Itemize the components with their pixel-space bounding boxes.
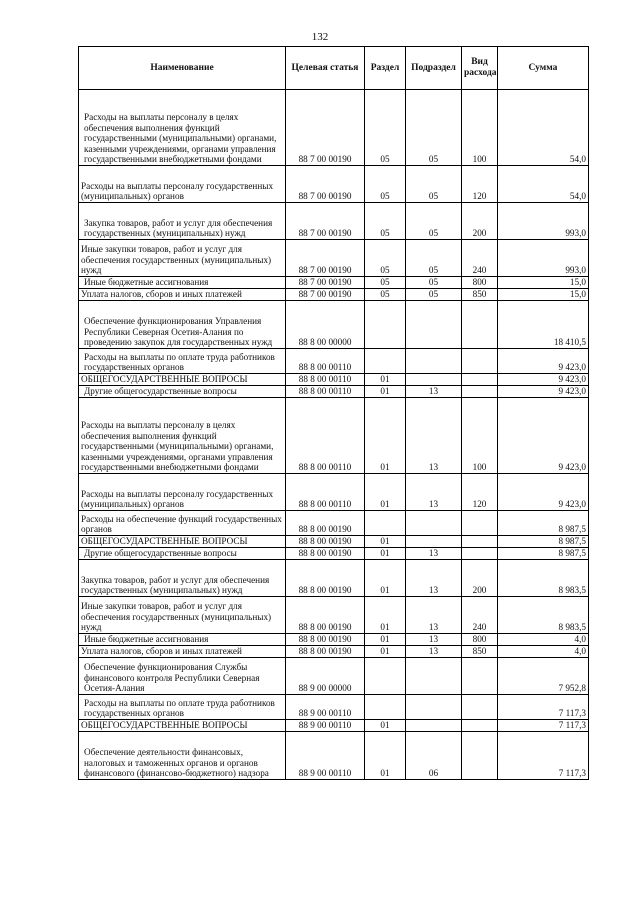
cell-sum: 8 987,5: [498, 511, 589, 536]
cell-sum: 7 117,3: [498, 732, 589, 780]
cell-vid: 100: [462, 398, 498, 474]
table-row: [79, 560, 589, 597]
cell-name: Другие общегосударственные вопросы: [79, 386, 286, 398]
cell-section: 05: [365, 277, 406, 289]
header-section: Раздел: [365, 47, 406, 90]
table-header: [79, 47, 589, 90]
table-row: [79, 695, 589, 720]
cell-vid: [462, 658, 498, 695]
cell-sum: 9 423,0: [498, 386, 589, 398]
header-code: Целевая статья: [286, 47, 365, 90]
cell-section: 01: [365, 374, 406, 386]
cell-sum: 8 983,5: [498, 560, 589, 597]
cell-vid: 200: [462, 203, 498, 240]
header-name: Наименование: [79, 47, 286, 90]
table-row: [79, 658, 589, 695]
table-row: [79, 634, 589, 646]
cell-code: 88 9 00 00110: [286, 695, 365, 720]
cell-vid: 120: [462, 166, 498, 203]
cell-subsection: 13: [406, 386, 462, 398]
header-subsection: Подраздел: [406, 47, 462, 90]
table-row: [79, 90, 589, 166]
cell-sum: 8 983,5: [498, 597, 589, 634]
cell-code: 88 8 00 00190: [286, 511, 365, 536]
table-row: [79, 349, 589, 374]
cell-code: 88 8 00 00110: [286, 349, 365, 374]
cell-vid: [462, 386, 498, 398]
table-row: [79, 301, 589, 349]
cell-subsection: 05: [406, 277, 462, 289]
cell-section: 05: [365, 203, 406, 240]
table-row: [79, 289, 589, 301]
cell-name: Расходы на выплаты по оплате труда работников государственных органов: [79, 349, 286, 374]
cell-subsection: 13: [406, 597, 462, 634]
cell-vid: 850: [462, 646, 498, 658]
cell-subsection: 05: [406, 166, 462, 203]
cell-subsection: [406, 301, 462, 349]
cell-name: Обеспечение функционирования Управления Республики Северная Осетия-Алания по проведению закупок для государственных нужд: [79, 301, 286, 349]
cell-name: Расходы на выплаты по оплате труда работников государственных органов: [79, 695, 286, 720]
cell-code: 88 8 00 00110: [286, 374, 365, 386]
table-row: [79, 240, 589, 277]
cell-name: Уплата налогов, сборов и иных платежей: [79, 289, 286, 301]
cell-subsection: 05: [406, 90, 462, 166]
cell-subsection: [406, 511, 462, 536]
cell-subsection: 13: [406, 474, 462, 511]
cell-section: [365, 511, 406, 536]
cell-code: 88 8 00 00190: [286, 597, 365, 634]
cell-vid: [462, 695, 498, 720]
cell-section: [365, 349, 406, 374]
cell-sum: 7 952,8: [498, 658, 589, 695]
cell-section: [365, 695, 406, 720]
cell-vid: [462, 536, 498, 548]
header-vid: Вид расхода: [462, 47, 498, 90]
cell-sum: 8 987,5: [498, 548, 589, 560]
cell-section: 01: [365, 732, 406, 780]
cell-section: 05: [365, 166, 406, 203]
cell-code: 88 7 00 00190: [286, 203, 365, 240]
cell-sum: 7 117,3: [498, 720, 589, 732]
cell-sum: 8 987,5: [498, 536, 589, 548]
cell-name: Закупка товаров, работ и услуг для обеспечения государственных (муниципальных) нужд: [79, 203, 286, 240]
cell-subsection: 06: [406, 732, 462, 780]
cell-vid: 240: [462, 597, 498, 634]
cell-code: 88 8 00 00190: [286, 634, 365, 646]
cell-sum: 15,0: [498, 289, 589, 301]
page-number: 132: [311, 31, 329, 43]
cell-vid: [462, 374, 498, 386]
cell-sum: 18 410,5: [498, 301, 589, 349]
cell-name: Обеспечение деятельности финансовых, налоговых и таможенных органов и органов финансового (финансово-бюджетного) надзора: [79, 732, 286, 780]
cell-subsection: [406, 695, 462, 720]
cell-section: [365, 301, 406, 349]
cell-section: [365, 658, 406, 695]
table-body: [79, 90, 589, 780]
table-row: [79, 386, 589, 398]
cell-vid: 200: [462, 560, 498, 597]
cell-name: ОБЩЕГОСУДАРСТВЕННЫЕ ВОПРОСЫ: [79, 374, 286, 386]
cell-vid: 100: [462, 90, 498, 166]
cell-sum: 9 423,0: [498, 349, 589, 374]
cell-subsection: [406, 536, 462, 548]
table-row: [79, 398, 589, 474]
cell-code: 88 7 00 00190: [286, 90, 365, 166]
table-row: [79, 597, 589, 634]
cell-code: 88 8 00 00110: [286, 474, 365, 511]
cell-name: Расходы на выплаты персоналу в целях обеспечения выполнения функций государственными (муниципальными) органами, казенными учреждениями, органами управления государственными внебюджетными фондами: [79, 398, 286, 474]
cell-code: 88 9 00 00000: [286, 658, 365, 695]
cell-code: 88 7 00 00190: [286, 166, 365, 203]
cell-vid: 120: [462, 474, 498, 511]
cell-sum: 54,0: [498, 166, 589, 203]
cell-name: Уплата налогов, сборов и иных платежей: [79, 646, 286, 658]
cell-section: 01: [365, 398, 406, 474]
cell-section: 01: [365, 548, 406, 560]
cell-code: 88 8 00 00000: [286, 301, 365, 349]
cell-subsection: 05: [406, 240, 462, 277]
cell-code: 88 7 00 00190: [286, 277, 365, 289]
budget-table: [78, 46, 589, 780]
table-row: [79, 374, 589, 386]
cell-section: 01: [365, 720, 406, 732]
cell-code: 88 8 00 00190: [286, 646, 365, 658]
cell-name: Иные закупки товаров, работ и услуг для обеспечения государственных (муниципальных) нужд: [79, 240, 286, 277]
cell-vid: [462, 511, 498, 536]
cell-subsection: 13: [406, 398, 462, 474]
cell-name: Расходы на выплаты персоналу государственных (муниципальных) органов: [79, 474, 286, 511]
cell-vid: 800: [462, 634, 498, 646]
cell-code: 88 8 00 00110: [286, 386, 365, 398]
table-row: [79, 277, 589, 289]
cell-section: 01: [365, 634, 406, 646]
cell-name: Расходы на обеспечение функций государственных органов: [79, 511, 286, 536]
cell-code: 88 8 00 00110: [286, 398, 365, 474]
cell-sum: 54,0: [498, 90, 589, 166]
cell-vid: [462, 732, 498, 780]
cell-code: 88 9 00 00110: [286, 720, 365, 732]
cell-code: 88 7 00 00190: [286, 240, 365, 277]
cell-vid: [462, 349, 498, 374]
cell-name: Закупка товаров, работ и услуг для обеспечения государственных (муниципальных) нужд: [79, 560, 286, 597]
cell-sum: 7 117,3: [498, 695, 589, 720]
cell-subsection: [406, 374, 462, 386]
cell-section: 05: [365, 289, 406, 301]
table-row: [79, 166, 589, 203]
table-row: [79, 474, 589, 511]
cell-code: 88 7 00 00190: [286, 289, 365, 301]
cell-vid: 240: [462, 240, 498, 277]
table-row: [79, 203, 589, 240]
cell-sum: 993,0: [498, 203, 589, 240]
cell-code: 88 8 00 00190: [286, 548, 365, 560]
cell-sum: 9 423,0: [498, 398, 589, 474]
table-row: [79, 548, 589, 560]
cell-name: Иные закупки товаров, работ и услуг для обеспечения государственных (муниципальных) нужд: [79, 597, 286, 634]
cell-code: 88 8 00 00190: [286, 536, 365, 548]
header-sum: Сумма: [498, 47, 589, 90]
cell-name: Иные бюджетные ассигнования: [79, 277, 286, 289]
cell-vid: [462, 548, 498, 560]
cell-name: ОБЩЕГОСУДАРСТВЕННЫЕ ВОПРОСЫ: [79, 720, 286, 732]
cell-code: 88 9 00 00110: [286, 732, 365, 780]
cell-sum: 15,0: [498, 277, 589, 289]
cell-sum: 993,0: [498, 240, 589, 277]
table-row: [79, 732, 589, 780]
cell-section: 01: [365, 474, 406, 511]
cell-section: 01: [365, 536, 406, 548]
cell-vid: [462, 301, 498, 349]
cell-section: 01: [365, 646, 406, 658]
cell-vid: 850: [462, 289, 498, 301]
table-row: [79, 720, 589, 732]
cell-sum: 4,0: [498, 646, 589, 658]
cell-vid: 800: [462, 277, 498, 289]
table-row: [79, 646, 589, 658]
cell-sum: 9 423,0: [498, 374, 589, 386]
cell-subsection: 13: [406, 560, 462, 597]
cell-section: 01: [365, 597, 406, 634]
cell-sum: 4,0: [498, 634, 589, 646]
cell-section: 05: [365, 240, 406, 277]
cell-name: Расходы на выплаты персоналу в целях обеспечения выполнения функций государственными (муниципальными) органами, казенными учреждениями, органами управления государственными внебюджетными фондами: [79, 90, 286, 166]
cell-section: 01: [365, 386, 406, 398]
cell-name: Обеспечение функционирования Службы финансового контроля Республики Северная Осетия-Алания: [79, 658, 286, 695]
cell-subsection: [406, 349, 462, 374]
cell-vid: [462, 720, 498, 732]
cell-subsection: 13: [406, 634, 462, 646]
cell-subsection: 13: [406, 548, 462, 560]
cell-subsection: 05: [406, 289, 462, 301]
cell-subsection: 13: [406, 646, 462, 658]
cell-section: 05: [365, 90, 406, 166]
cell-section: 01: [365, 560, 406, 597]
table-row: [79, 536, 589, 548]
cell-subsection: 05: [406, 203, 462, 240]
cell-code: 88 8 00 00190: [286, 560, 365, 597]
cell-name: ОБЩЕГОСУДАРСТВЕННЫЕ ВОПРОСЫ: [79, 536, 286, 548]
cell-name: Иные бюджетные ассигнования: [79, 634, 286, 646]
cell-name: Расходы на выплаты персоналу государственных (муниципальных) органов: [79, 166, 286, 203]
cell-subsection: [406, 720, 462, 732]
cell-subsection: [406, 658, 462, 695]
cell-sum: 9 423,0: [498, 474, 589, 511]
cell-name: Другие общегосударственные вопросы: [79, 548, 286, 560]
table-row: [79, 511, 589, 536]
